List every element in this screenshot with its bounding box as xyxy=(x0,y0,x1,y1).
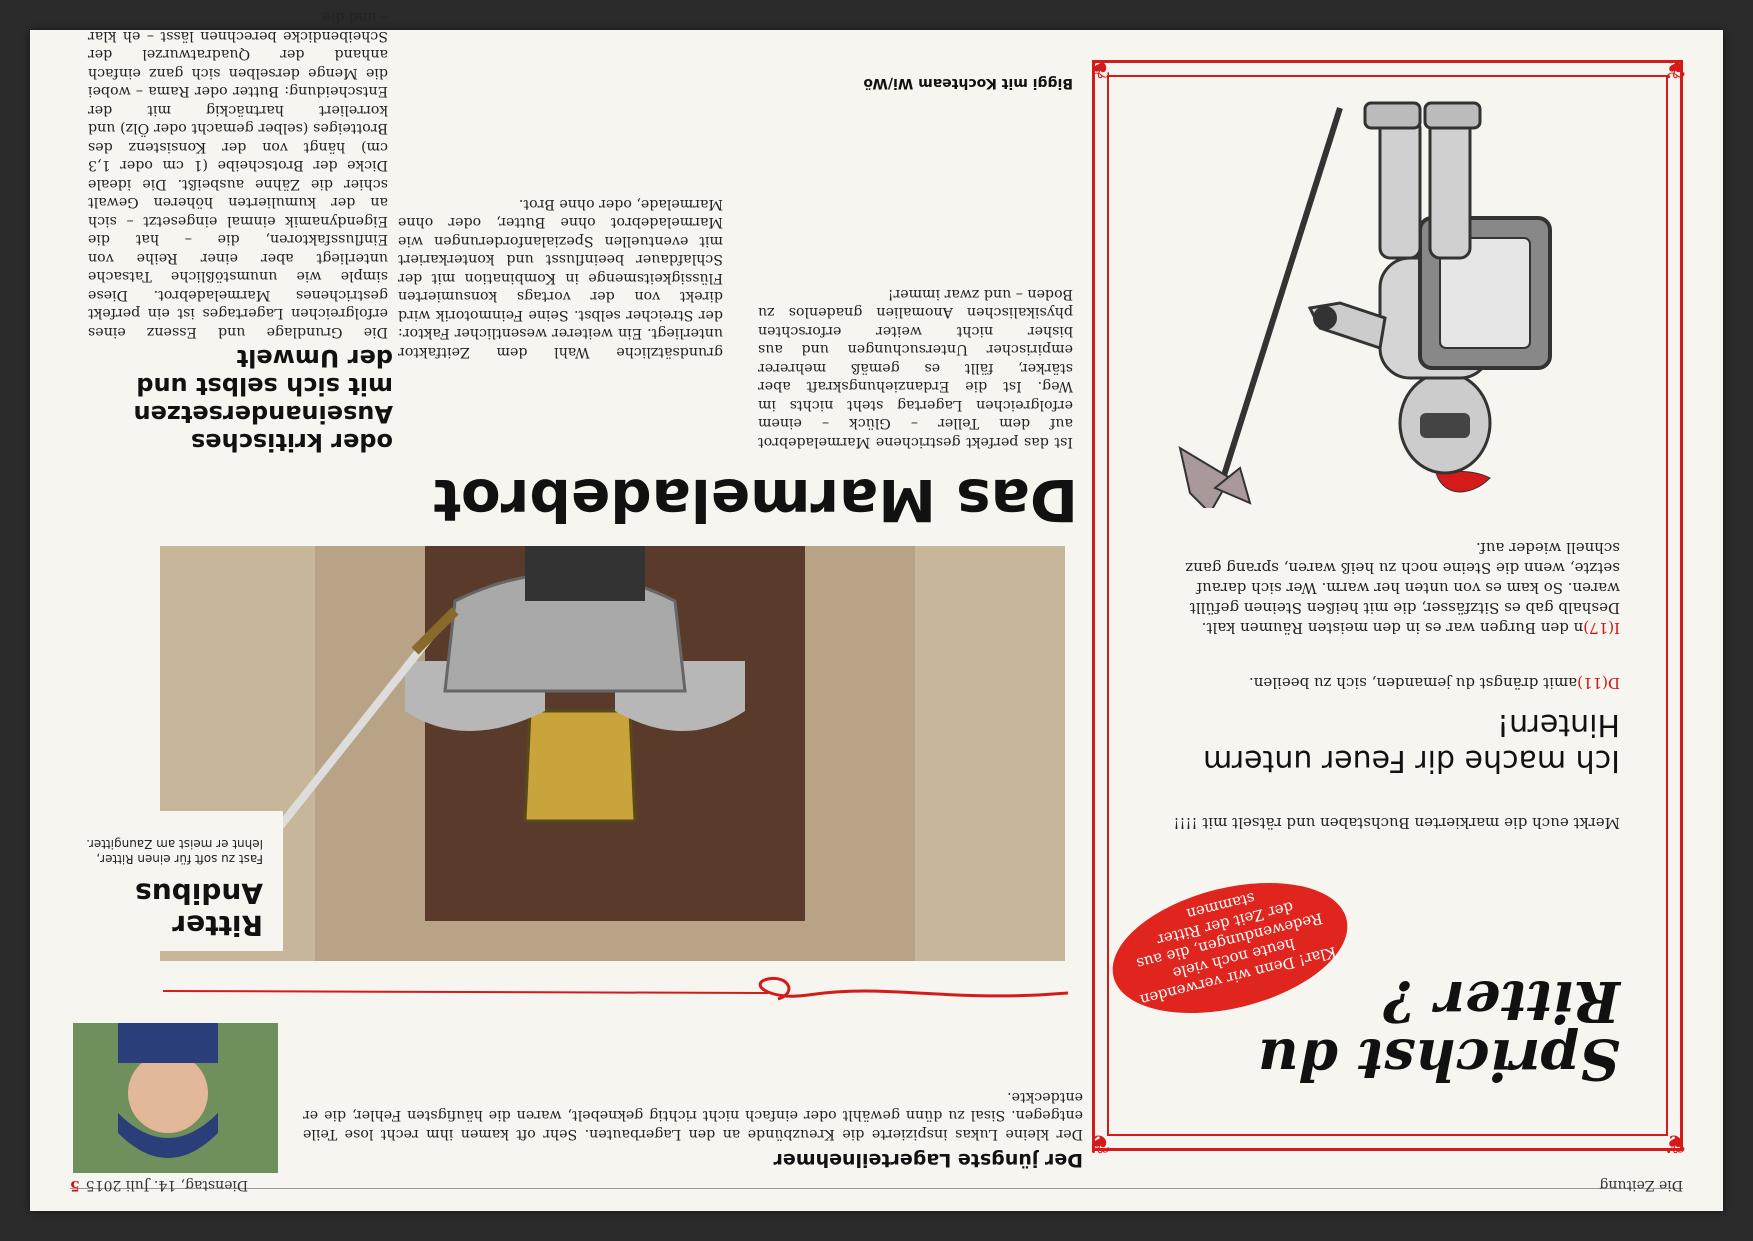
d11-text: amit drängst du jemanden, sich zu beeilen. xyxy=(1248,674,1578,692)
feuer-heading: Ich mache dir Feuer unterm Hintern! xyxy=(1203,707,1620,778)
page-number: 5 xyxy=(70,1177,80,1193)
red-flourish-divider xyxy=(163,973,1068,1013)
article-column-2: grundsätzliche Wahl dem Zeitfaktor unterliegt. Ein weiterer wesentlicher Faktor: der Streicher selbst. Seine Feinmotorik wird direkt von der vortags konsumierten Flüssigkeitsmenge in Kombination mit der Schlafdauer beeinflusst und konterkariert mit eventuellen Spezialanforderungen wie Marmeladebrot ohne Butter, oder ohne Marmelade, oder ohne Brot. xyxy=(398,196,723,360)
i17-text: n den Burgen war es in den meisten Räumen kalt. Deshalb gab es Sitzfässer, die mit heißen Steinen gefüllt waren. So kam es von unten her warm. Wer sich darauf setzte, wenn die Steine noch zu heiß waren, sprang ganz schnell wieder auf. xyxy=(1185,539,1620,637)
knight-illustration xyxy=(1130,78,1610,508)
i17-letter: I(17) xyxy=(1583,619,1620,637)
photo-caption-title: Ritter Andibus xyxy=(135,877,263,942)
marmeladebrot-headline: Das Marmeladebrot xyxy=(433,466,1078,534)
newspaper-sheet xyxy=(30,9,1723,1211)
ritter-title-line2: Ritter ? xyxy=(1383,968,1620,1034)
flourish-corner-icon: ❦ xyxy=(1664,1128,1686,1158)
ritter-andibus-photo xyxy=(160,546,1065,961)
flourish-corner-icon: ❦ xyxy=(1664,53,1686,83)
photo-caption-text: Fast zu soft für einen Ritter, lehnt er meist am Zaungitter. xyxy=(86,837,263,866)
article-signature: Biggi mit Kochteam Wi/Wö xyxy=(863,75,1073,91)
lukas-photo-illustration xyxy=(73,1023,278,1173)
ritter-box xyxy=(1089,53,1686,1158)
red-blob-text: Klar! Denn wir verwenden heute noch viele Redewendungen, die aus der Zeit der Ritter stammen xyxy=(1134,888,1339,1010)
page-header xyxy=(70,1177,1683,1193)
i17-paragraph xyxy=(1150,538,1620,638)
d11-letter: D(11) xyxy=(1577,674,1620,692)
article-column-3: Ist das perfekt gestrichene Marmeladebrot auf dem Teller – Glück – einem erfolgreichen Lagertag steht nichts im Weg. Ist die Erdanziehungskraft aber stärker, fällt es gemäß mehrerer empirischer Untersuchungen und aus bisher nicht weiter erforschten physikalischen Anomalien gnadenlos zu Boden – und zwar immer! xyxy=(758,286,1073,450)
header-date: Dienstag, 14. Juli 20155 xyxy=(70,1177,249,1193)
lager-body: Der kleine Lukas inspizierte die Kreuzbünde an den Lagerbauten. Sehr oft kamen ihm recht lose Teile entgegen. Sisal zu dünn gewählt oder einfach nicht richtig geknebelt, waren die häufigsten Fehler, die er entdeckte. xyxy=(303,1089,1083,1142)
d11-paragraph xyxy=(1150,673,1620,693)
header-publication: Die Zeitung xyxy=(1599,1177,1683,1193)
flourish-corner-icon: ❦ xyxy=(1089,53,1111,83)
merkt-instruction: Merkt euch die markierten Buchstaben und rätselt mit !!!! xyxy=(1173,814,1620,832)
flourish-corner-icon: ❦ xyxy=(1089,1128,1111,1158)
lager-headline: Der jüngste Lagerteilnehmer xyxy=(773,1149,1083,1171)
marmeladebrot-subtitle: oder kritisches Auseinandersetzen mit sich selbst und der Umwelt xyxy=(133,344,393,456)
article-column-1: Die Grundlage und Essenz eines erfolgreichen Lagertages ist ein perfekt gestrichenes Marmeladebrot. Diese simple wie unumstößliche Tatsache unterliegt aber einer Reihe von Einflussfaktoren, die – hat die Eigendynamik einmal eingesetzt – sich an der kumulierten höheren Gewalt schier die Zähne ausbeißt. Die ideale Dicke der Brotscheibe (1 cm oder 1,3 cm) hängt von der Konsistenz des Brotteiges (selber gemacht oder Ölz) und korreliert hartnäckig mit der Entscheidung: Butter oder Rama – wobei die Menge derselben sich ganz einfach anhand der Quadratwurzel der Scheibendicke berechnen lässt – eh klar – und die xyxy=(88,9,388,340)
photo-illustration xyxy=(160,546,1065,961)
lukas-photo xyxy=(73,1023,278,1173)
ritter-title-line1: Sprichst du xyxy=(1258,1026,1620,1092)
